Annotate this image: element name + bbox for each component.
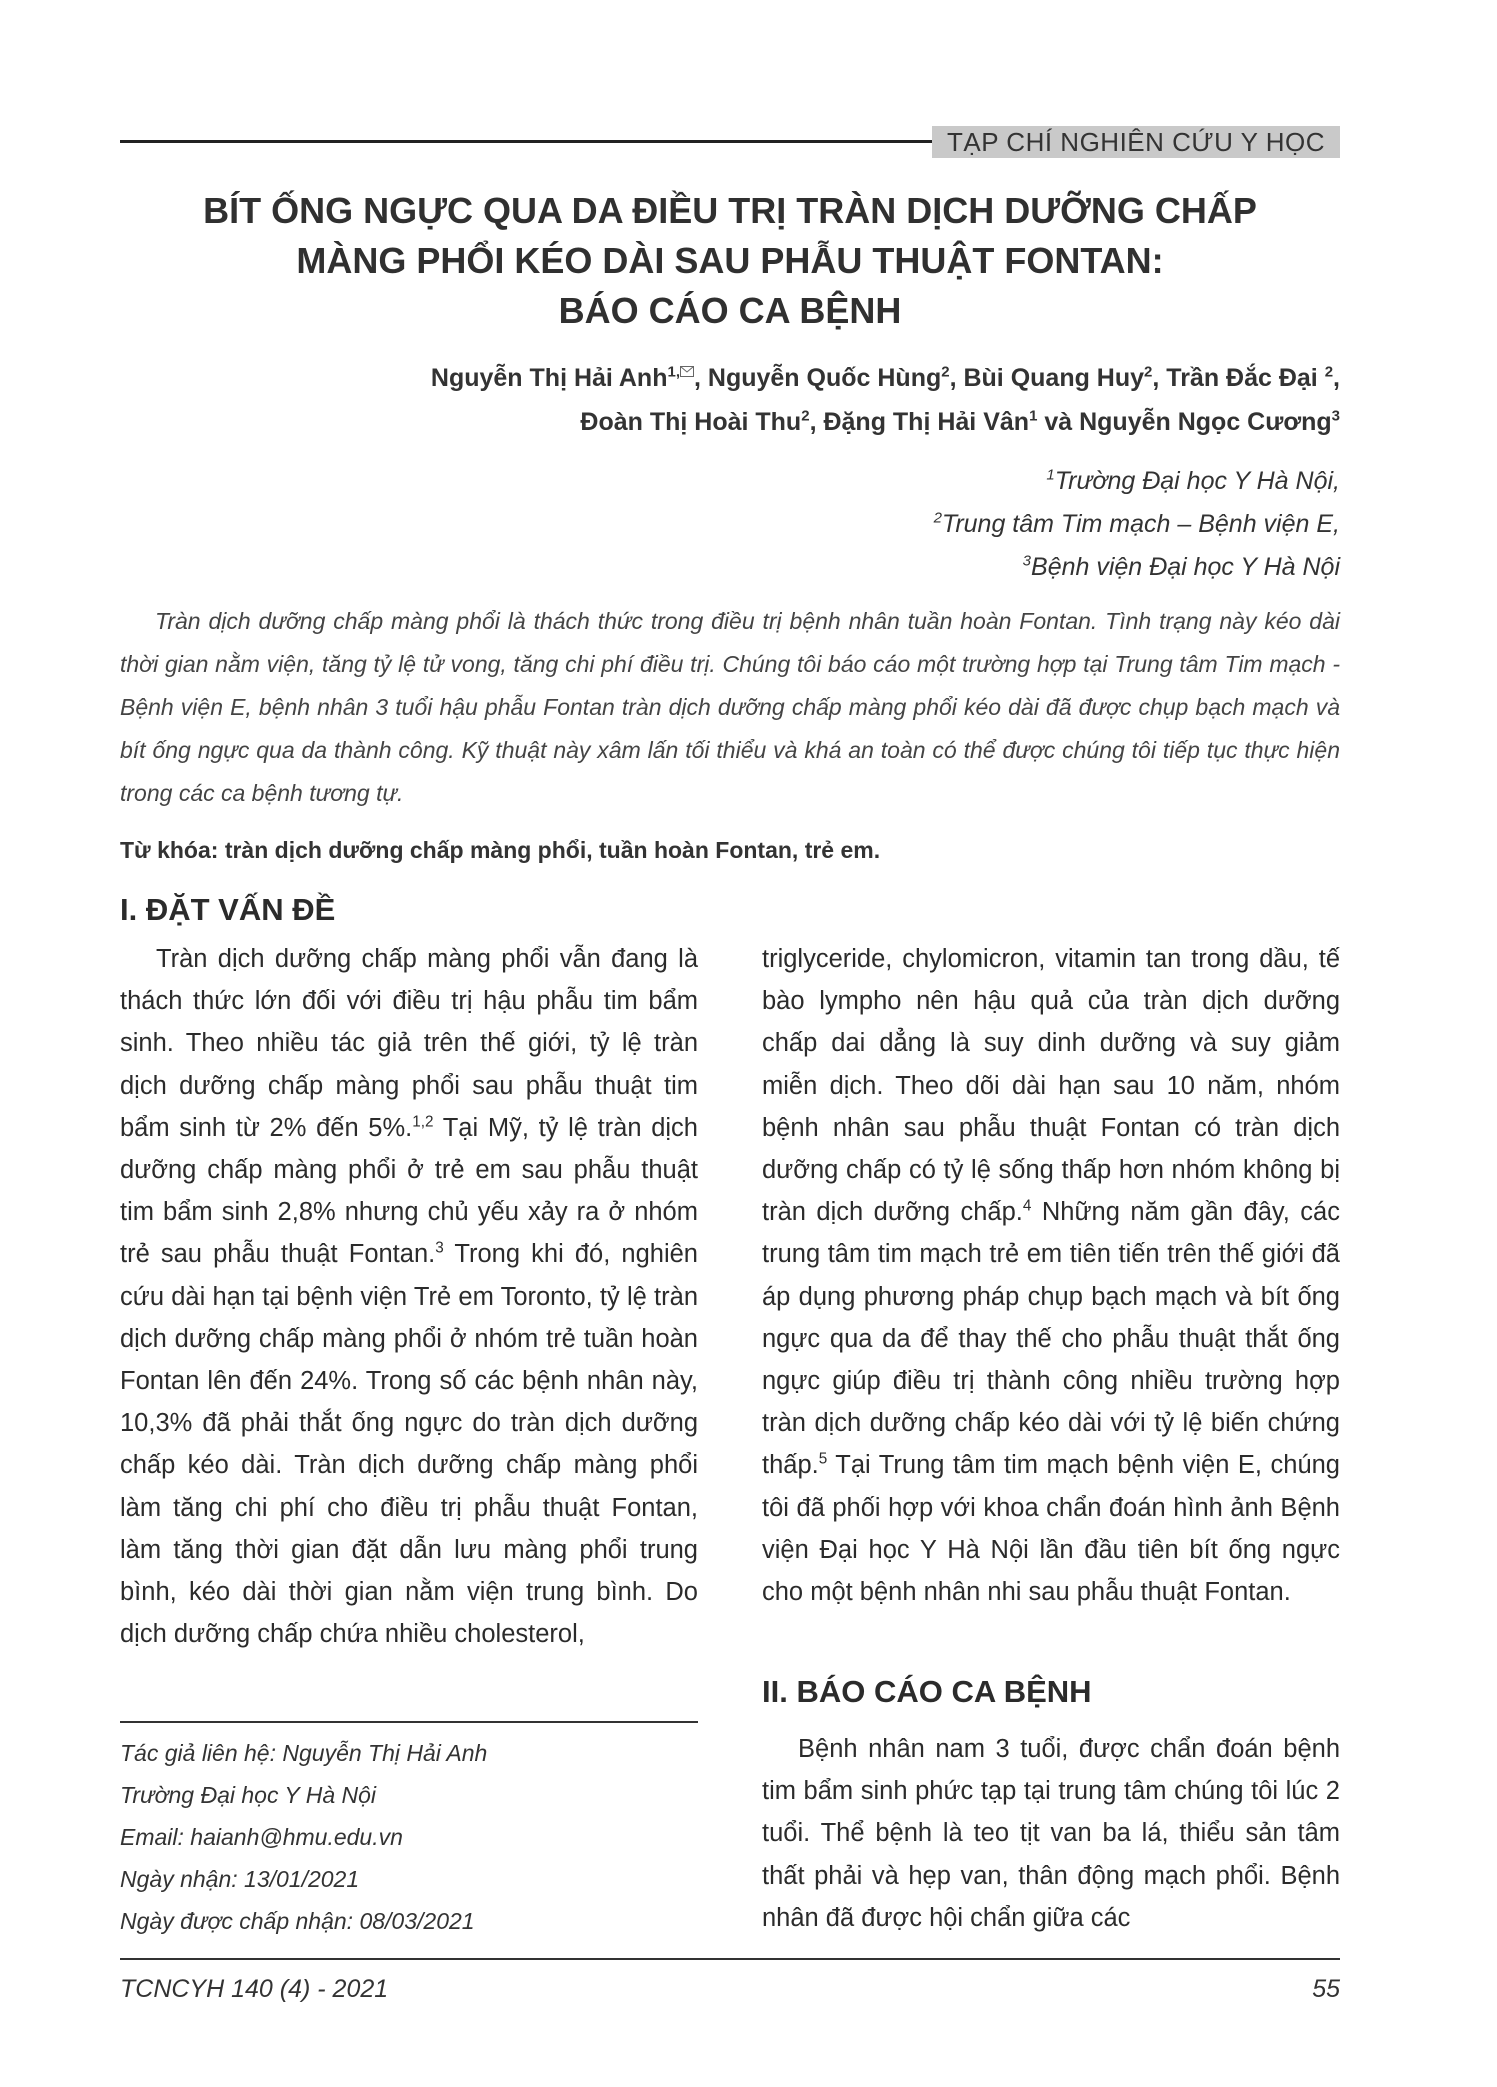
affiliation-mark: 1 [1046, 466, 1055, 484]
author-name: Đặng Thị Hải Vân [823, 408, 1030, 436]
citation-mark: 5 [818, 1450, 828, 1468]
citation-mark: 3 [435, 1239, 444, 1257]
author-separator: , [1333, 364, 1340, 392]
body-column-right-case [762, 1728, 1340, 1939]
author-name: Nguyễn Thị Hải Anh [430, 364, 668, 392]
affiliation-item [540, 460, 1340, 503]
author-name: Trần Đắc Đại [1166, 364, 1325, 392]
author-affiliation-mark: 2 [801, 407, 810, 425]
author-affiliation-mark: 2 [1324, 363, 1334, 381]
keywords: Từ khóa: tràn dịch dưỡng chấp màng phổi, tuần hoàn Fontan, trẻ em. [120, 837, 881, 863]
body-paragraph: Bệnh nhân nam 3 tuổi, được chẩn đoán bệnh tim bẩm sinh phức tạp tại trung tâm chúng tôi lúc 2 tuổi. Thể bệnh là teo tịt van ba lá, thiểu sản tâm thất phải và hẹp van, thân động mạch phổi. Bệnh nhân đã được hội chẩn giữa các [762, 1735, 1340, 1932]
author-separator: , [949, 364, 964, 392]
footnote-rule [120, 1721, 698, 1723]
author-separator: và [1037, 408, 1080, 436]
corresponding-email: Email: haianh@hmu.edu.vn [120, 1824, 403, 1850]
journal-citation: TCNCYH 140 (4) - 2021 [120, 1975, 389, 2003]
paragraph-text: Trong khi đó, nghiên cứu dài hạn tại bệnh viện Trẻ em Toronto, tỷ lệ tràn dịch dưỡng chấp màng phổi ở nhóm trẻ tuần hoàn Fontan lên đến 24%. Trong số các bệnh nhân này, 10,3% đã phải thắt ống ngực do tràn dịch dưỡng chấp kéo dài. Tràn dịch dưỡng chấp màng phổi làm tăng chi phí cho điều trị phẫu thuật Fontan, làm tăng thời gian đặt dẫn lưu màng phổi trung bình, kéo dài thời gian nằm viện trung bình. Do dịch dưỡng chấp chứa nhiều cholesterol, [120, 1240, 698, 1649]
paragraph-text: Những năm gần đây, các trung tâm tim mạch trẻ em tiên tiến trên thế giới đã áp dụng phương pháp chụp bạch mạch và bít ống ngực qua da để thay thế cho phẫu thuật thắt ống ngực giúp điều trị thành công nhiều trường hợp tràn dịch dưỡng chấp kéo dài với tỷ lệ biến chứng thấp. [762, 1198, 1340, 1480]
author-affiliation-mark: 2 [941, 363, 950, 381]
paragraph-text: Tại Mỹ, tỷ lệ tràn dịch dưỡng chấp màng phổi ở trẻ em sau phẫu thuật tim bẩm sinh 2,8% nhưng chủ yếu xảy ra ở nhóm trẻ sau phẫu thuật Fontan. [120, 1113, 698, 1269]
title-line-2: MÀNG PHỔI KÉO DÀI SAU PHẪU THUẬT FONTAN: [296, 240, 1164, 281]
affiliation-list [540, 460, 1340, 589]
affiliation-item [540, 546, 1340, 589]
author-line-1 [120, 356, 1340, 400]
body-column-left [120, 938, 698, 1655]
correspondence-footnote [120, 1732, 698, 1942]
paragraph-text: Tại Trung tâm tim mạch bệnh viện E, chúng tôi đã phối hợp với khoa chẩn đoán hình ảnh Bệnh viện Đại học Y Hà Nội lần đầu tiên bít ống ngực cho một bệnh nhân nhi sau phẫu thuật Fontan. [762, 1451, 1340, 1607]
author-affiliation-mark: 1 [1029, 407, 1038, 425]
author-separator: , [1152, 364, 1167, 392]
title-line-3: BÁO CÁO CA BỆNH [558, 290, 902, 331]
citation-mark: 4 [1022, 1197, 1032, 1215]
body-paragraph [120, 938, 698, 1655]
affiliation-item [540, 503, 1340, 546]
affiliation-text: Trường Đại học Y Hà Nội, [1054, 467, 1340, 495]
accepted-date: Ngày được chấp nhận: 08/03/2021 [120, 1908, 475, 1934]
article-title [120, 186, 1340, 336]
author-affiliation-mark: 1, [667, 363, 680, 381]
journal-name-tag: TẠP CHÍ NGHIÊN CỨU Y HỌC [932, 126, 1340, 158]
affiliation-mark: 3 [1022, 552, 1032, 570]
author-list [120, 356, 1340, 444]
header-rule [120, 140, 932, 143]
corresponding-institution: Trường Đại học Y Hà Nội [120, 1782, 377, 1808]
paragraph-text: triglyceride, chylomicron, vitamin tan trong dầu, tế bào lympho nên hậu quả của tràn dịch dưỡng chấp dai dẳng là suy dinh dưỡng và suy giảm miễn dịch. Theo dõi dài hạn sau 10 năm, nhóm bệnh nhân sau phẫu thuật Fontan có tràn dịch dưỡng chấp có tỷ lệ sống thấp hơn nhóm không bị tràn dịch dưỡng chấp. [762, 945, 1340, 1227]
affiliation-text: Trung tâm Tim mạch – Bệnh viện E, [941, 510, 1340, 538]
paragraph-text: Tràn dịch dưỡng chấp màng phổi vẫn đang là thách thức lớn đối với điều trị hậu phẫu tim bẩm sinh. Theo nhiều tác giả trên thế giới, tỷ lệ tràn dịch dưỡng chấp màng phổi sau phẫu thuật tim bẩm sinh từ 2% đến 5%. [120, 945, 698, 1142]
page-number: 55 [1312, 1975, 1340, 2003]
abstract: Tràn dịch dưỡng chấp màng phổi là thách thức trong điều trị bệnh nhân tuần hoàn Fontan. Tình trạng này kéo dài thời gian nằm viện, tăng tỷ lệ tử vong, tăng chi phí điều trị. Chúng tôi báo cáo một trường hợp tại Trung tâm Tim mạch - Bệnh viện E, bệnh nhân 3 tuổi hậu phẫu Fontan tràn dịch dưỡng chấp màng phổi kéo dài đã được chụp bạch mạch và bít ống ngực qua da thành công. Kỹ thuật này xâm lấn tối thiểu và khá an toàn có thể được chúng tôi tiếp tục thực hiện trong các ca bệnh tương tự. [120, 608, 1340, 806]
author-line-2 [120, 400, 1340, 444]
author-separator: , [694, 364, 708, 392]
citation-mark: 1,2 [412, 1113, 434, 1131]
affiliation-text: Bệnh viện Đại học Y Hà Nội [1031, 553, 1340, 581]
author-affiliation-mark: 2 [1144, 363, 1153, 381]
envelope-icon [680, 364, 694, 381]
author-name: Nguyễn Quốc Hùng [707, 364, 942, 392]
section-heading-case-report: II. BÁO CÁO CA BỆNH [762, 1674, 1092, 1709]
title-line-1: BÍT ỐNG NGỰC QUA DA ĐIỀU TRỊ TRÀN DỊCH DƯỠNG CHẤP [203, 190, 1257, 231]
author-name: Đoàn Thị Hoài Thu [580, 408, 802, 436]
author-name: Bùi Quang Huy [963, 364, 1145, 392]
body-column-right [762, 938, 1340, 1613]
affiliation-mark: 2 [933, 509, 942, 527]
received-date: Ngày nhận: 13/01/2021 [120, 1866, 360, 1892]
section-heading-introduction: I. ĐẶT VẤN ĐỀ [120, 892, 336, 927]
author-affiliation-mark: 3 [1331, 407, 1340, 425]
footer-rule [120, 1958, 1340, 1960]
author-separator: , [809, 408, 824, 436]
body-paragraph [762, 938, 1340, 1613]
author-name: Nguyễn Ngọc Cương [1079, 408, 1332, 436]
corresponding-author: Tác giả liên hệ: Nguyễn Thị Hải Anh [120, 1740, 488, 1766]
